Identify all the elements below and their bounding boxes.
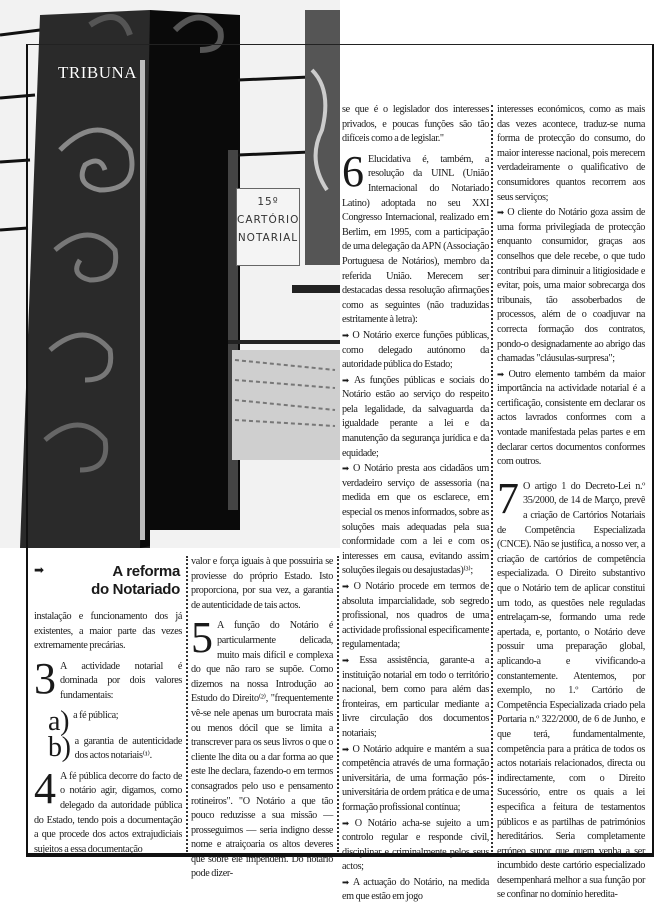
paragraph-3: 3 A actividade notarial é dominada por dois valores fundamentais: — [34, 653, 182, 703]
list-label: a) — [48, 705, 70, 737]
arrow-bullet-icon: ➡ — [342, 330, 353, 341]
bullet-item: ➡ O Notário presta aos cidadãos um verdadeiro serviço de assessoria (na medida em que os esclarece, em especial os menos informados, sobre as soluções mais adequadas pela sua conformidade com a lei e com os interesses em causa, evitando assim soluções ilegais ou desajustadas)⁽³⁾; — [342, 463, 490, 577]
paragraph-4: 4 A fé pública decorre do facto de o notário agir, digamos, como delegado da autoridade pública do Estado, tendo pois a documentação a que procede dos actos extrajudiciais sujeitos a essa documentação — [34, 763, 182, 855]
column-2 — [191, 555, 333, 882]
paragraph: interesses económicos, como as mais das vezes acontece, traduz-se numa forma de protecção do consumo, do maior interesse nacional, pois merecem verdadeiramente o qualificativo de consumidores quantos recorrem aos seus serviços; — [497, 104, 645, 203]
paragraph-6: 6 Elucidativa é, também, a resolução da UINL (União Internacional do Notariado Latino) adoptada no seu XXI Congresso Internacional, realizado em Berlim, em 1995, com a participação de uma delegação da APN (Associação Portuguesa de Notários), membro da referida União. Merecem ser destacadas dessa resolução afirmações como as seguintes (não traduzidas estritamente à letra): — [342, 146, 489, 326]
section-label: TRIBUNA — [58, 63, 138, 82]
arrow-bullet-icon: ➡ — [342, 818, 355, 829]
paragraph-7: 7 O artigo 1 do Decreto-Lei n.º 35/2000, de 14 de Março, prevê a criação de Cartórios Notariais de Competência Especializada (CNCE). Não se justifica, a nosso ver, a criação de cartórios de competência especializada. O Direito substantivo que o Notário tem de aplicar constitui um todo, as questões nele reguladas entrelaçam-se, formando uma rede apertada, e, portanto, o Notário deve possuir uma preparação global, aplicando-a e vivificando-a constantemente. Atentemos, por exemplo, no 1.º Cartório de Competência Especializada criado pela Portaria n.º 322/2000, de 6 de Junho, e que terá, fundamentalmente, competência para a prática de todos os actos notariais relacionados, directa ou indirectamente, com o Direito Sucessório, entre os quais a lei especifica a feitura de testamentos públicos e as partilhas de patrimónios hereditários. Seria completamente erróneo supor que quem venha a ser incumbido deste cartório especializado desempenhará melhor a sua função por se confinar no domínio heredita- — [497, 473, 645, 901]
arrow-icon: ➡ — [34, 563, 45, 577]
column-3 — [342, 103, 489, 905]
arrow-bullet-icon: ➡ — [497, 208, 508, 219]
list-item-b: b) a garantia de autenticidade dos actos notariais⁽¹⁾. — [48, 731, 182, 763]
arrow-bullet-icon: ➡ — [342, 464, 354, 475]
bullet-item: ➡ Outro elemento também da maior importância na actividade notarial é a certificação, consistente em declarar os actos lavrados conformes com a vontade manifestada pelas partes e em declarar certos documentos conformes com outros. — [497, 368, 645, 468]
sign-line: CARTÓRIO — [237, 214, 300, 226]
article-headline: A reforma do Notariado — [91, 563, 180, 598]
sign-line: 15º — [257, 196, 279, 208]
bullet-item: ➡ O Notário procede em termos de absoluta imparcialidade, sob segredo profissional, nos quadros de uma actividade profissional especificamente regulamentada; — [342, 581, 489, 651]
column-4 — [497, 103, 645, 903]
bullet-item: ➡ Essa assistência, garante-a a instituição notarial em todo o território nacional, bem como para além das fronteiras, em particular mediante a livre circulação dos documentos notariais; — [342, 654, 489, 739]
bullet-item: ➡ O cliente do Notário goza assim de uma forma privilegiada de protecção enquanto consumidor, graças aos conselhos que dele recebe, o que tudo contribui para diminuir a litigiosidade e evitar, pois, uma maior sobrecarga dos tribunais, tão assoberbados de processos, além de o coadjuvar na correcta formação dos contratos, pondo-o designadamente ao abrigo das chamadas "cláusulas-surpresa"; — [497, 207, 645, 365]
arrow-bullet-icon: ➡ — [342, 744, 353, 755]
bullet-item: ➡ O Notário acha-se sujeito a um controlo regular e responde civil, disciplinar e criminalmente pelos seus actos; — [342, 817, 489, 873]
bullet-item: ➡ O Notário adquire e mantém a sua competência através de uma formação universitária, de uma formação pós-universitária de ordem prática e de uma formação profissional contínua; — [342, 743, 490, 813]
bullet-item: ➡ O Notário exerce funções públicas, como delegado autónomo da autoridade pública do Estado; — [342, 329, 489, 371]
bullet-item: ➡ As funções públicas e sociais do Notário estão ao serviço do respeito pela legalidade, da salvaguarda da igualdade perante a lei e da manutenção da segurança jurídica e da equidade; — [342, 374, 489, 459]
arrow-bullet-icon: ➡ — [497, 369, 509, 380]
paragraph: valor e força iguais à que possuiria se proviesse do próprio Estado. Isto proporciona, por sua vez, a garantia de autenticidade de tais actos. — [191, 556, 333, 611]
column-separator — [337, 556, 339, 852]
column-1 — [34, 610, 182, 857]
list-label: b) — [48, 731, 71, 763]
bullet-item: ➡ A actuação do Notário, na medida em que estão em jogo — [342, 876, 489, 903]
arrow-bullet-icon: ➡ — [342, 375, 354, 386]
drop-cap: 3 — [34, 653, 56, 703]
drop-cap: 6 — [342, 146, 364, 196]
paragraph: instalação e funcionamento dos já existentes, a maior parte das vezes extremamente precárias. — [34, 611, 182, 652]
column-separator — [186, 556, 188, 852]
sign-line: NOTARIAL — [237, 232, 299, 244]
column-separator — [491, 105, 493, 852]
paragraph: se que é o legislador dos interesses privados, e poucas funções são tão difíceis como a de legislar." — [342, 104, 489, 145]
drop-cap: 5 — [191, 613, 213, 663]
paragraph-5: 5 A função do Notário é particularmente delicada, muito mais difícil e complexa do que não raro se supõe. Como dizemos na nossa Introdução ao Estudo do Direito⁽²⁾, "frequentemente vê-se nele apenas um burocrata mais ou menos dócil que se limita a transcrever para os seus livros o que o cliente lhe dita ou a dar forma ao que este lhe declara, fazendo-o em termos consagrados pelo uso e pensamento rotineiros". "O Notário a que tão pouco reduzisse a sua missão — prosseguimos — seria indigno desse nome e atraiçoaria os altos deveres que sobre ele impendem. Do notário pode dizer- — [191, 613, 333, 880]
drop-cap: 7 — [497, 473, 519, 523]
drop-cap: 4 — [34, 763, 56, 813]
arrow-bullet-icon: ➡ — [342, 655, 360, 666]
arrow-bullet-icon: ➡ — [342, 582, 354, 592]
list-item-a: a) a fé pública; — [48, 705, 119, 737]
arrow-bullet-icon: ➡ — [342, 877, 353, 888]
